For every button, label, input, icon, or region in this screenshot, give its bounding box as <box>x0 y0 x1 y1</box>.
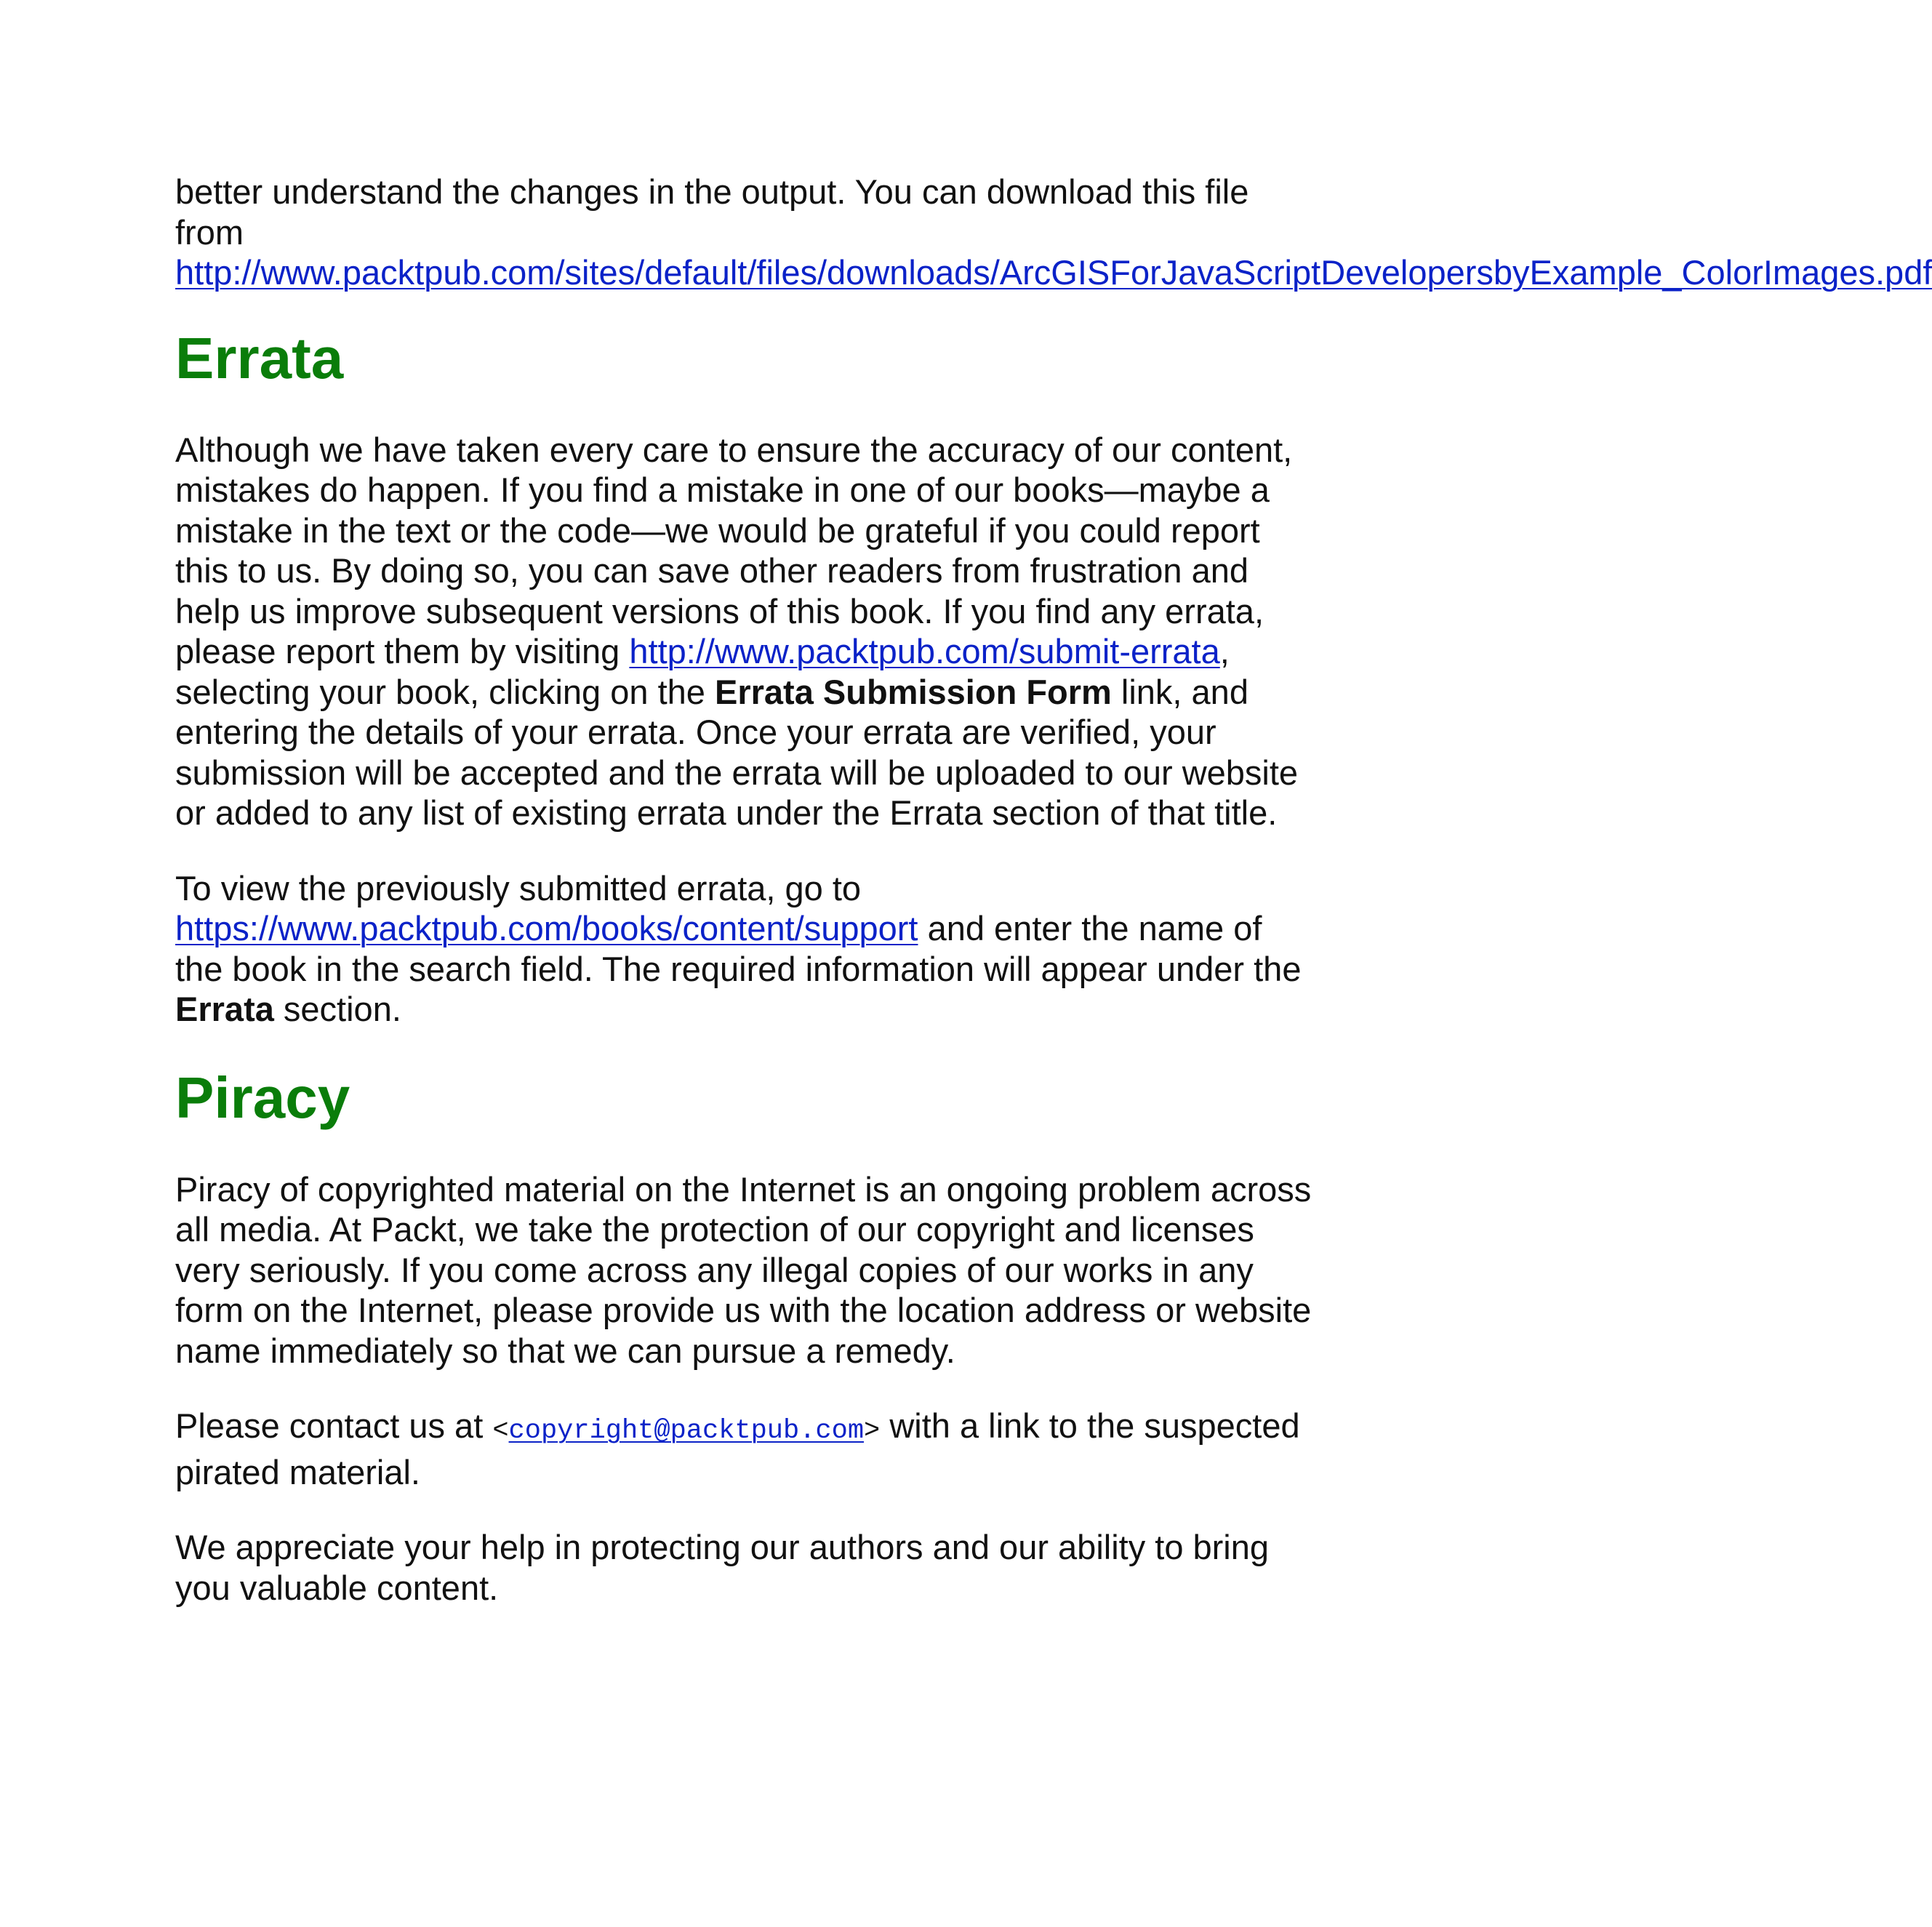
errata-p1-after-text: link, and entering the details of your errata. Once your errata are verified, your submission will be accepted and the errata will be uploaded to our website or added to any list of existing errata under the Errata section of that title. <box>175 672 1299 832</box>
errata-submission-form-label: Errata Submission Form <box>714 672 1112 711</box>
color-images-download-link[interactable]: http://www.packtpub.com/sites/default/files/downloads/ArcGISForJavaScriptDevelopersbyExample_ColorImages.pdf <box>175 253 1932 292</box>
copyright-email-link[interactable]: copyright@packtpub.com <box>508 1416 865 1446</box>
email-open-bracket: < <box>492 1416 509 1446</box>
piracy-p2-after-text: with a link to the suspected pirated material. <box>175 1406 1300 1491</box>
support-link[interactable]: https://www.packtpub.com/books/content/support <box>175 909 918 948</box>
errata-paragraph-1 <box>175 430 1317 833</box>
piracy-p2-text: Please contact us at <box>175 1406 484 1445</box>
errata-section-label: Errata <box>175 990 274 1028</box>
errata-paragraph-2 <box>175 868 1317 1030</box>
errata-p1-mid-text: , selecting your book, clicking on the <box>175 632 1230 711</box>
piracy-paragraph-1: Piracy of copyrighted material on the Internet is an ongoing problem across all media. At Packt, we take the protection of our copyright and licenses very seriously. If you come across any illegal copies of our works in any form on the Internet, please provide us with the location address or website name immediately so that we can pursue a remedy. <box>175 1169 1312 1370</box>
errata-p2-after-text: section. <box>283 990 401 1028</box>
errata-p1-text: Although we have taken every care to ensure the accuracy of our content, mistakes do happen. If you find a mistake in one of our books—maybe a mistake in the text or the code—we would be grateful if you could report this to us. By doing so, you can save other readers from frustration and help us improve subsequent versions of this book. If you find any errata, please report them by visiting <box>175 430 1293 670</box>
piracy-paragraph-3: We appreciate your help in protecting our authors and our ability to bring you valuable content. <box>175 1528 1270 1607</box>
piracy-paragraph-2 <box>175 1406 1317 1492</box>
intro-paragraph <box>175 172 1932 293</box>
email-close-bracket: > <box>864 1416 881 1446</box>
document-page <box>175 172 1932 1643</box>
errata-p2-mid-text: and enter the name of the book in the search field. The required information will appear under the <box>175 909 1302 988</box>
errata-p2-text: To view the previously submitted errata, go to <box>175 868 862 908</box>
submit-errata-link[interactable]: http://www.packtpub.com/submit-errata <box>629 632 1220 670</box>
errata-heading: Errata <box>175 325 344 390</box>
piracy-heading: Piracy <box>175 1065 350 1130</box>
intro-text: better understand the changes in the output. You can download this file from <box>175 172 1249 252</box>
